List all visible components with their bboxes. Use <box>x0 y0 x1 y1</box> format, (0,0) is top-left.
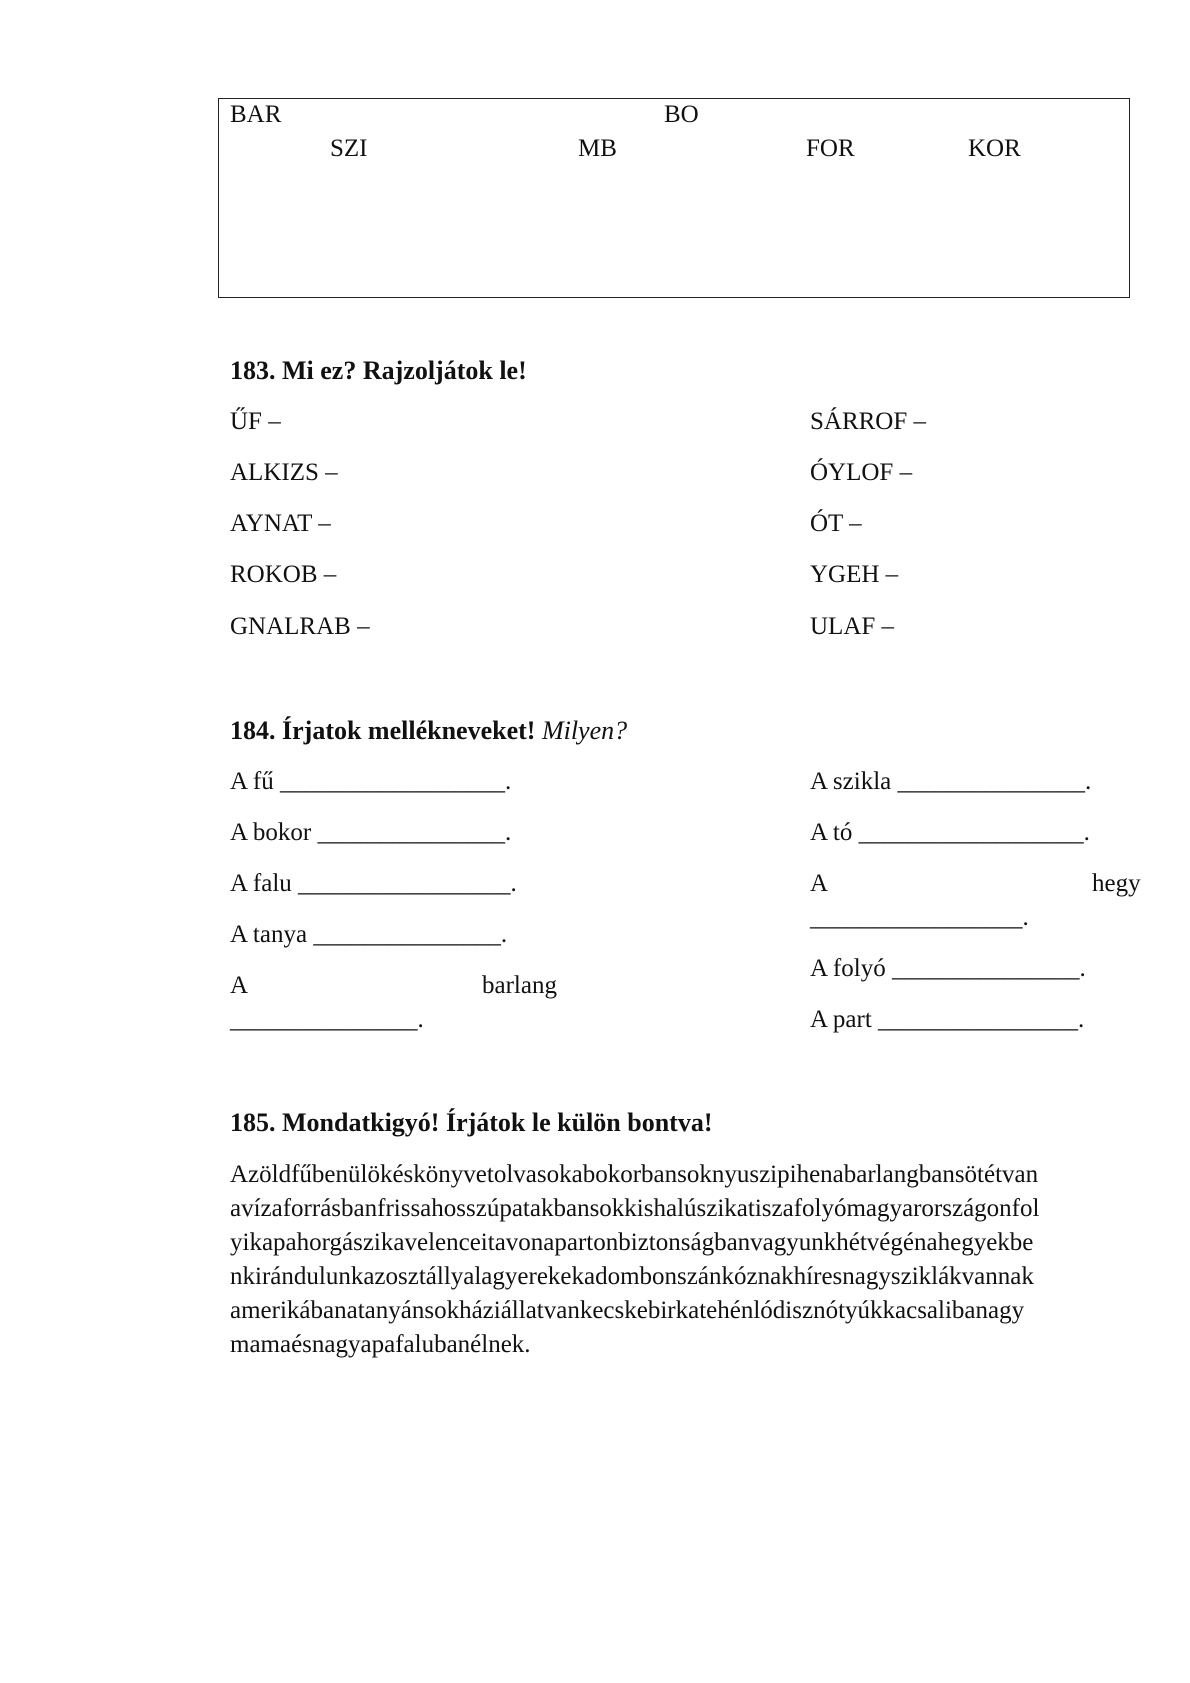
sentence-snake-line: Azöldfűbenülökéskönyvetolvasokabokorbansoknyuszipihenabarlangbansötétvan <box>230 1161 1039 1188</box>
word-183-left-5: GNALRAB – <box>230 613 370 640</box>
adjective-line-hegy-article: A <box>810 870 829 897</box>
sentence-snake-line: amerikábanatanyánsokháziállatvankecskebirkatehénlódisznótyúkkacsalibanagy <box>230 1297 1025 1324</box>
word-183-left-2: ALKIZS – <box>230 459 338 486</box>
syllable-bar: BAR <box>230 101 282 128</box>
adjective-line-hegy-blank: _________________. <box>810 904 1029 931</box>
exercise-183-title: 183. Mi ez? Rajzoljátok le! <box>230 356 527 385</box>
syllable-szi: SZI <box>330 135 368 162</box>
word-183-right-3: ÓT – <box>810 510 862 537</box>
sentence-snake-paragraph <box>230 1158 1150 1362</box>
exercise-184-title <box>230 716 627 746</box>
word-183-right-4: YGEH – <box>810 561 899 588</box>
adjective-line-hegy-word: hegy <box>1092 870 1141 897</box>
syllable-mb: MB <box>578 135 617 162</box>
word-183-left-3: AYNAT – <box>230 510 331 537</box>
adjective-line-to: A tó __________________. <box>810 819 1090 846</box>
syllable-bo: BO <box>664 101 699 128</box>
word-183-left-4: ROKOB – <box>230 561 337 588</box>
word-183-right-1: SÁRROF – <box>810 408 927 435</box>
sentence-snake-line: mamaésnagyapafalubanélnek. <box>230 1331 531 1358</box>
adjective-line-barlang-word: barlang <box>482 972 557 999</box>
sentence-snake-line: nkirándulunkazosztállyalagyerekekadombonszánkóznakhíresnagysziklákvannak <box>230 1263 1034 1290</box>
adjective-line-fu: A fű __________________. <box>230 768 512 795</box>
adjective-line-tanya: A tanya _______________. <box>230 921 508 948</box>
syllable-kor: KOR <box>968 135 1021 162</box>
word-183-right-2: ÓYLOF – <box>810 459 913 486</box>
exercise-184-title-question: Milyen? <box>541 716 628 745</box>
adjective-line-szikla: A szikla _______________. <box>810 768 1092 795</box>
adjective-line-barlang-article: A <box>230 972 249 999</box>
exercise-184-title-main: 184. Írjatok mellékneveket! <box>230 716 536 745</box>
adjective-line-part: A part ________________. <box>810 1006 1085 1033</box>
adjective-line-folyo: A folyó _______________. <box>810 955 1086 982</box>
adjective-line-barlang-blank: _______________. <box>230 1006 424 1033</box>
exercise-185-title: 185. Mondatkigyó! Írjátok le külön bontva! <box>230 1108 713 1137</box>
sentence-snake-line: yikapahorgászikavelenceitavonapartonbiztonságbanvagyunkhétvégénahegyekbe <box>230 1229 1034 1256</box>
syllable-for: FOR <box>806 135 855 162</box>
adjective-line-falu: A falu _________________. <box>230 870 517 897</box>
word-183-left-1: ŰF – <box>230 408 281 435</box>
adjective-line-bokor: A bokor _______________. <box>230 819 512 846</box>
word-183-right-5: ULAF – <box>810 613 895 640</box>
sentence-snake-line: avízaforrásbanfrissahosszúpatakbansokkishalúszikatiszafolyómagyarországonfol <box>230 1195 1040 1222</box>
